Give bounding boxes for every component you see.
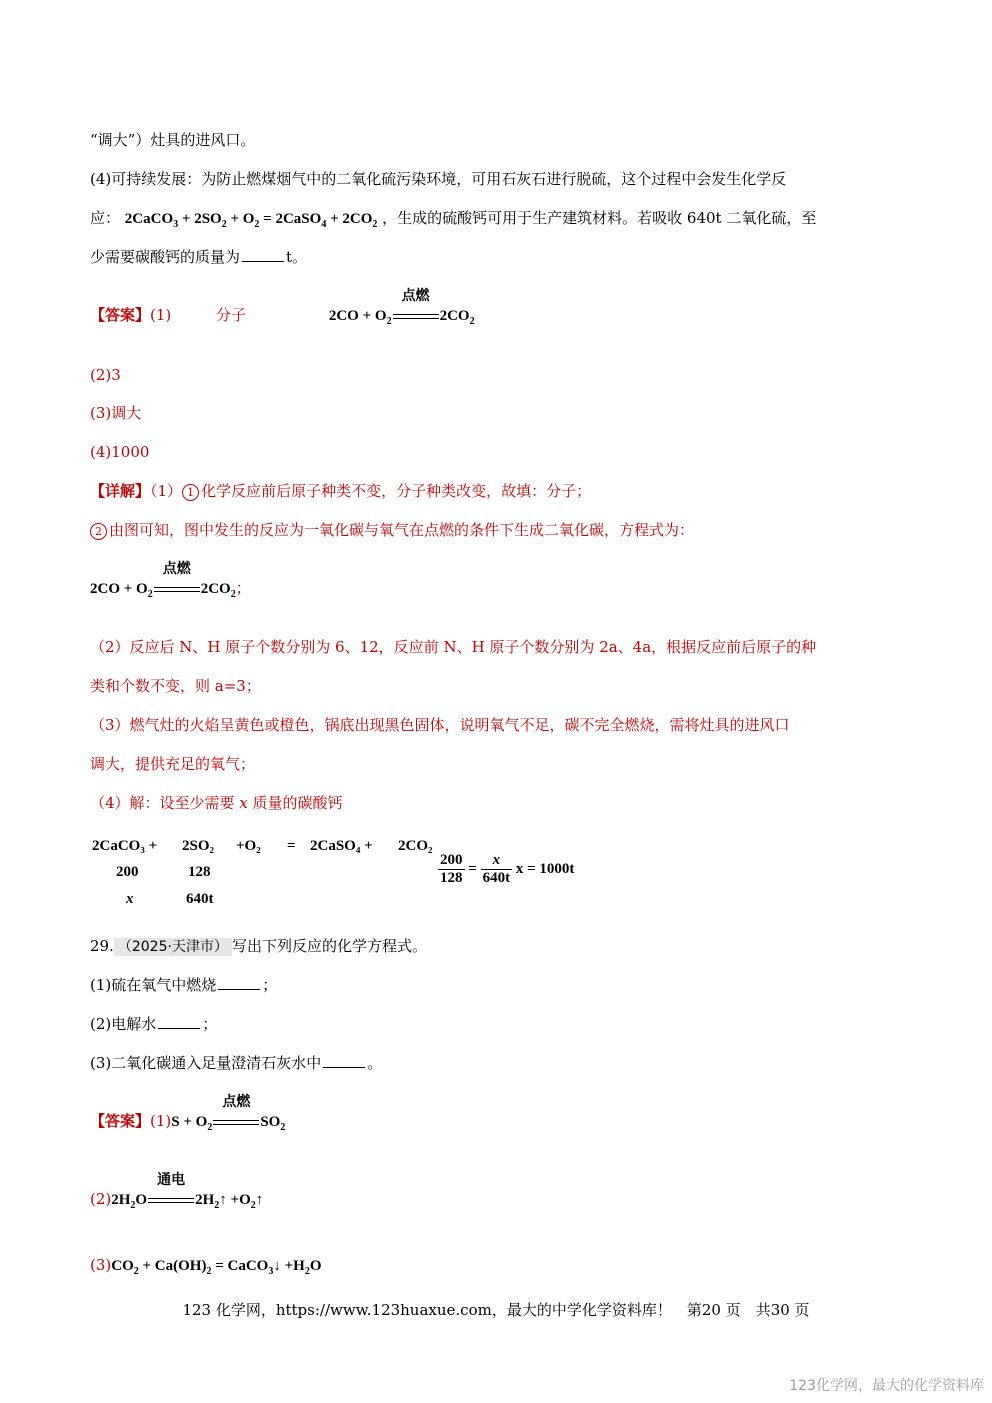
equation-co-burn: $2CO + O_2$ 点燃 $2CO_2$ [328, 288, 475, 327]
detail-6: 调大，提供充足的氧气； [90, 755, 256, 773]
equation-caso4: 2CaCO$_3$ + $2SO_2 + O_2$ = 2CaSO$_4$ + $2CO_2$ [124, 211, 378, 230]
question-29-1: (1)硫在氧气中燃烧 ； [90, 976, 278, 994]
answer29-1: 【答案】$(1)S + O_2$ 点燃 $SO_2$ [90, 1094, 286, 1133]
text-line: (4)可持续发展：为防止燃煤烟气中的二氧化硫污染环境，可用石灰石进行脱硫，这个过程中会发生化学反 [90, 170, 787, 188]
detail-5: （3）燃气灶的火焰呈黄色或橙色，锅底出现黑色固体，说明氧气不足，碳不完全燃烧，需将灶具的进风口 [90, 716, 790, 734]
answer-2: (2)3 [90, 366, 121, 384]
answer-1: 【答案】(1) 分子 $2CO + O_2$ 点燃 $2CO_2$ [90, 288, 475, 327]
detail-3: （2）反应后 N、H 原子个数分别为 6、12，反应前 N、H 原子个数分别为 2a、4a，根据反应前后原子的种 [90, 638, 817, 656]
detail-2: 2 由图可知，图中发生的反应为一氧化碳与氧气在点燃的条件下生成二氧化碳，方程式为： [90, 519, 694, 541]
calc-ratio: $\frac{200}{128}$ = $\frac{x}{640t}$ x = 1000t [440, 852, 575, 886]
page-footer: 123 化学网，https://www.123huaxue.com，最大的中学化学资料库！ 第20 页 共30 页 [182, 1301, 810, 1319]
text-line: 少需要碳酸钙的质量为 t。 [90, 248, 308, 266]
detail-7: （4）解：设至少需要 x 质量的碳酸钙 [90, 794, 343, 812]
source-tag: （2025·天津市） [114, 938, 232, 956]
detail-1: 【详解】（1） 1 化学反应前后原子种类不变，分子种类改变，故填：分子； [90, 482, 592, 500]
answer-4: (4)1000 [90, 443, 150, 461]
question-29: 29. （2025·天津市） 写出下列反应的化学方程式。 [90, 937, 427, 955]
answer-3: (3)调大 [90, 404, 142, 422]
answer-blank [242, 247, 284, 262]
text-line: “调大”）灶具的进风口。 [90, 131, 256, 149]
detail-equation: $2CO + O_2$ 点燃 $2CO_2$； [90, 561, 251, 600]
question-29-3: (3)二氧化碳通入足量澄清石灰水中 。 [90, 1054, 383, 1072]
answer29-2: $(2)2H_2O$ 通电 $2H_2↑$ $+O_2↑$ [90, 1172, 264, 1211]
watermark: 123化学网，最大的化学资料库 [789, 1378, 984, 1394]
text-line: 应： 2CaCO$_3$ + $2SO_2 + O_2$ = 2CaSO$_4$ + $2CO_2$ ，生成的硫酸钙可用于生产建筑材料。若吸收 640t 二氧化硫，至 [90, 209, 817, 230]
detail-4: 类和个数不变，则 a=3； [90, 677, 261, 695]
answer29-3: $(3)CO_2 + Ca(OH)_2$ = CaCO$_3$↓ $+H_2O$ [90, 1256, 322, 1277]
question-29-2: (2)电解水 ； [90, 1015, 218, 1033]
